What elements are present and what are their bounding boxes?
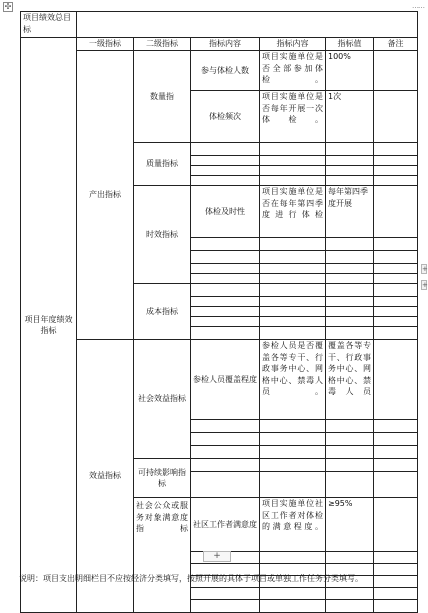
remark-cell[interactable] [374, 176, 418, 186]
table-row [21, 12, 418, 38]
header-level1: 一级指标 [77, 38, 134, 51]
remark-cell[interactable] [374, 433, 418, 446]
remark-cell[interactable] [374, 264, 418, 274]
value-cell[interactable] [326, 156, 374, 166]
benefit-indicator-label: 效益指标 [77, 340, 134, 613]
remark-cell[interactable] [374, 143, 418, 156]
content1-cell[interactable] [191, 446, 260, 459]
satisfaction-indicator-label: 社会公众或服务对象满意度指标 [134, 498, 191, 613]
value-cell[interactable] [326, 251, 374, 264]
value-cell[interactable]: 1次 [326, 91, 374, 143]
content2-cell[interactable]: 项目实施单位社区工作者对体检的满意程度。 [260, 498, 326, 552]
content1-cell[interactable] [191, 433, 260, 446]
remark-cell[interactable] [374, 284, 418, 297]
remark-cell[interactable] [374, 552, 418, 564]
table-row [21, 51, 418, 91]
quality-indicator-label: 质量指标 [134, 143, 191, 186]
value-cell[interactable] [326, 238, 374, 251]
value-cell[interactable] [326, 176, 374, 186]
remark-cell[interactable] [374, 274, 418, 284]
content2-cell[interactable] [260, 446, 326, 459]
content1-cell[interactable] [191, 251, 260, 264]
value-cell[interactable]: 覆盖各等专干、行政事务中心、网格中心、禁毒人员 [326, 340, 374, 420]
remark-cell[interactable] [374, 472, 418, 498]
content2-cell[interactable]: 参检人员是否覆盖各等专干、行政事务中心、网格中心、禁毒人员。 [260, 340, 326, 420]
social-benefit-indicator-label: 社会效益指标 [134, 340, 191, 459]
add-column-handle-icon[interactable]: + [422, 265, 428, 273]
annual-indicator-label: 项目年度绩效指标 [21, 38, 77, 613]
sustainability-indicator-label: 可持续影响指标 [134, 459, 191, 498]
value-cell[interactable] [326, 284, 374, 297]
value-cell[interactable] [326, 433, 374, 446]
value-cell[interactable] [326, 552, 374, 564]
value-cell[interactable] [326, 297, 374, 307]
value-cell[interactable] [326, 472, 374, 498]
value-cell[interactable]: ≥95% [326, 498, 374, 552]
content2-cell[interactable] [260, 156, 326, 166]
content1-cell[interactable]: 体检频次 [191, 91, 260, 143]
value-cell[interactable] [326, 588, 374, 600]
value-cell[interactable] [326, 274, 374, 284]
value-cell[interactable] [326, 600, 374, 613]
content1-cell[interactable] [191, 156, 260, 166]
remark-cell[interactable] [374, 91, 418, 143]
content1-cell[interactable] [191, 307, 260, 317]
timeliness-indicator-label: 时效指标 [134, 186, 191, 284]
remark-cell[interactable] [374, 166, 418, 176]
content2-cell[interactable] [260, 472, 326, 498]
remark-cell[interactable] [374, 327, 418, 340]
column-overflow-icon: …… [412, 2, 424, 10]
remark-cell[interactable] [374, 600, 418, 613]
content1-cell[interactable] [191, 472, 260, 498]
content2-cell[interactable] [260, 166, 326, 176]
content1-cell[interactable] [191, 284, 260, 297]
content1-cell[interactable] [191, 297, 260, 307]
content1-cell[interactable] [191, 327, 260, 340]
content2-cell[interactable] [260, 327, 326, 340]
value-cell[interactable] [326, 264, 374, 274]
content2-cell[interactable] [260, 588, 326, 600]
content1-cell[interactable] [191, 143, 260, 156]
content2-cell[interactable] [260, 600, 326, 613]
footnote: 说明：项目支出明细栏目不应按经济分类填写，按照开展的具体子项目或单独工作任务分类填写。 [19, 574, 363, 583]
remark-cell[interactable] [374, 459, 418, 472]
content2-cell[interactable] [260, 284, 326, 297]
value-cell[interactable]: 每年第四季度开展 [326, 186, 374, 238]
value-cell[interactable] [326, 166, 374, 176]
content2-cell[interactable] [260, 317, 326, 327]
header-content2: 指标内容 [260, 38, 326, 51]
content2-cell[interactable] [260, 176, 326, 186]
remark-cell[interactable] [374, 238, 418, 251]
content1-cell[interactable] [191, 600, 260, 613]
remark-cell[interactable] [374, 51, 418, 91]
table-row [21, 38, 418, 51]
add-row-button[interactable]: + [203, 551, 231, 562]
goal-label: 项目绩效总目标 [21, 12, 77, 38]
content2-cell[interactable] [260, 420, 326, 433]
add-column-handle-icon-2[interactable]: + [422, 281, 428, 289]
value-cell[interactable]: 100% [326, 51, 374, 91]
remark-cell[interactable] [374, 297, 418, 307]
value-cell[interactable] [326, 446, 374, 459]
content2-cell[interactable] [260, 297, 326, 307]
content2-cell[interactable] [260, 433, 326, 446]
table-row [21, 340, 418, 420]
header-level2: 二级指标 [134, 38, 191, 51]
value-cell[interactable] [326, 307, 374, 317]
content1-cell[interactable]: 体检及时性 [191, 186, 260, 238]
content1-cell[interactable] [191, 420, 260, 433]
remark-cell[interactable] [374, 420, 418, 433]
remark-cell[interactable] [374, 340, 418, 420]
content1-cell[interactable] [191, 459, 260, 472]
cost-indicator-label: 成本指标 [134, 284, 191, 340]
header-remark: 备注 [374, 38, 418, 51]
content1-cell[interactable] [191, 166, 260, 176]
header-value: 指标值 [326, 38, 374, 51]
output-indicator-label: 产出指标 [77, 51, 134, 340]
remark-cell[interactable] [374, 446, 418, 459]
value-cell[interactable] [326, 459, 374, 472]
header-content1: 指标内容 [191, 38, 260, 51]
content2-cell[interactable] [260, 307, 326, 317]
goal-content-cell[interactable] [77, 12, 418, 38]
content2-cell[interactable] [260, 552, 326, 564]
content2-cell[interactable]: 项目实施单位是否每年开展一次体检。 [260, 91, 326, 143]
content2-cell[interactable] [260, 251, 326, 264]
content2-cell[interactable]: 项目实施单位是否在每年第四季度进行体检 [260, 186, 326, 238]
remark-cell[interactable] [374, 251, 418, 264]
content1-cell[interactable]: 参与体检人数 [191, 51, 260, 91]
remark-cell[interactable] [374, 588, 418, 600]
content2-cell[interactable] [260, 459, 326, 472]
content1-cell[interactable] [191, 264, 260, 274]
content2-cell[interactable] [260, 143, 326, 156]
content2-cell[interactable] [260, 274, 326, 284]
remark-cell[interactable] [374, 186, 418, 238]
content2-cell[interactable] [260, 238, 326, 251]
content2-cell[interactable] [260, 264, 326, 274]
value-cell[interactable] [326, 143, 374, 156]
performance-table [20, 11, 418, 613]
quantity-indicator-label: 数量指 [134, 51, 191, 143]
remark-cell[interactable] [374, 156, 418, 166]
content1-cell[interactable] [191, 274, 260, 284]
remark-cell[interactable] [374, 498, 418, 552]
value-cell[interactable] [326, 420, 374, 433]
content1-cell[interactable] [191, 238, 260, 251]
content1-cell[interactable] [191, 588, 260, 600]
remark-cell[interactable] [374, 317, 418, 327]
content1-cell[interactable]: 社区工作者满意度 [191, 498, 260, 552]
table-move-handle-icon[interactable]: ✣ [4, 2, 12, 11]
content2-cell[interactable]: 项目实施单位是否全部参加体检。 [260, 51, 326, 91]
content1-cell[interactable]: 参检人员覆盖程度 [191, 340, 260, 420]
content1-cell[interactable] [191, 176, 260, 186]
value-cell[interactable] [326, 327, 374, 340]
value-cell[interactable] [326, 317, 374, 327]
content1-cell[interactable] [191, 317, 260, 327]
remark-cell[interactable] [374, 307, 418, 317]
